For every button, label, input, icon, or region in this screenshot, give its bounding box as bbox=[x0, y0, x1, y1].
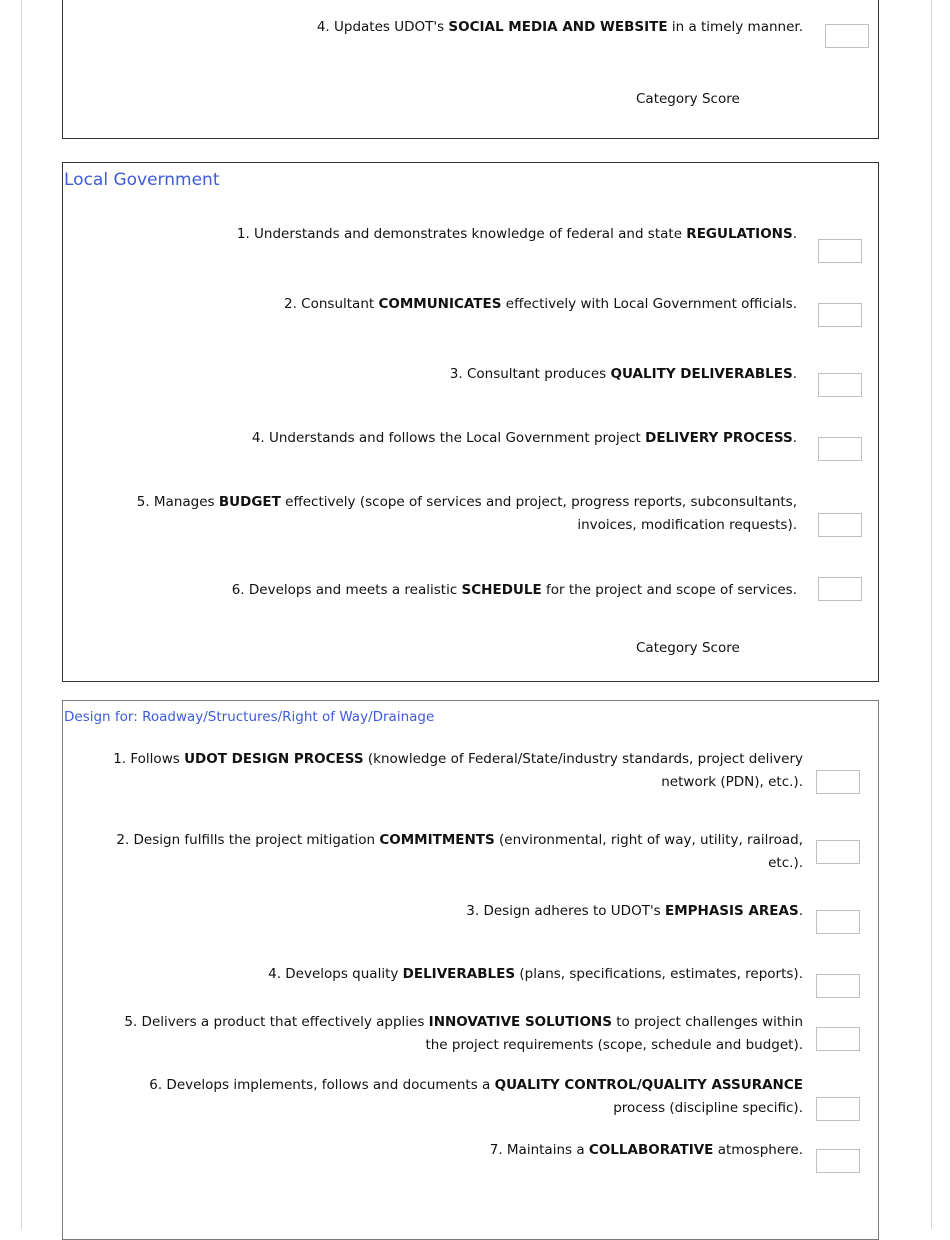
score-input-box[interactable] bbox=[816, 910, 860, 934]
score-input-box[interactable] bbox=[816, 1149, 860, 1173]
question-6: 6. Develops and meets a realistic SCHEDULE for the project and scope of services. bbox=[231, 582, 797, 598]
section-title: Local Government bbox=[64, 170, 220, 190]
question-2: 2. Design fulfills the project mitigation COMMITMENTS (environmental, right of way, utility, railroad, etc.). bbox=[116, 832, 803, 871]
score-input-box[interactable] bbox=[825, 24, 869, 48]
question-3: 3. Consultant produces QUALITY DELIVERABLES. bbox=[449, 366, 797, 382]
question-1: 1. Understands and demonstrates knowledge of federal and state REGULATIONS. bbox=[236, 226, 797, 242]
page-edge-left bbox=[21, 0, 22, 1229]
score-input-box[interactable] bbox=[818, 373, 862, 397]
section-local-government bbox=[62, 162, 879, 682]
score-input-box[interactable] bbox=[816, 770, 860, 794]
page-edge-right bbox=[931, 0, 932, 1229]
section-public-involvement-continued bbox=[62, 0, 879, 139]
section-title: Design for: Roadway/Structures/Right of Way/Drainage bbox=[64, 709, 435, 725]
category-score-label: Category Score bbox=[636, 91, 740, 107]
question-4: 4. Updates UDOT's SOCIAL MEDIA AND WEBSITE in a timely manner. bbox=[316, 19, 803, 35]
score-input-box[interactable] bbox=[816, 840, 860, 864]
question-4: 4. Understands and follows the Local Government project DELIVERY PROCESS. bbox=[251, 430, 797, 446]
score-input-box[interactable] bbox=[816, 974, 860, 998]
question-1: 1. Follows UDOT DESIGN PROCESS (knowledge of Federal/State/industry standards, project delivery network (PDN), etc.). bbox=[113, 751, 803, 790]
question-5: 5. Delivers a product that effectively applies INNOVATIVE SOLUTIONS to project challenges within the project requirements (scope, schedule and budget). bbox=[124, 1014, 803, 1053]
question-7: 7. Maintains a COLLABORATIVE atmosphere. bbox=[489, 1142, 803, 1158]
score-input-box[interactable] bbox=[818, 303, 862, 327]
score-input-box[interactable] bbox=[816, 1027, 860, 1051]
question-5: 5. Manages BUDGET effectively (scope of services and project, progress reports, subconsultants, invoices, modification requests). bbox=[136, 494, 797, 533]
score-input-box[interactable] bbox=[818, 513, 862, 537]
question-6: 6. Develops implements, follows and documents a QUALITY CONTROL/QUALITY ASSURANCE process (discipline specific). bbox=[149, 1077, 803, 1116]
question-3: 3. Design adheres to UDOT's EMPHASIS AREAS. bbox=[466, 903, 803, 919]
score-input-box[interactable] bbox=[818, 577, 862, 601]
score-input-box[interactable] bbox=[818, 437, 862, 461]
score-input-box[interactable] bbox=[818, 239, 862, 263]
question-4: 4. Develops quality DELIVERABLES (plans, specifications, estimates, reports). bbox=[268, 966, 803, 982]
category-score-label: Category Score bbox=[636, 640, 740, 656]
section-design bbox=[62, 700, 879, 1240]
score-input-box[interactable] bbox=[816, 1097, 860, 1121]
question-2: 2. Consultant COMMUNICATES effectively with Local Government officials. bbox=[284, 296, 797, 312]
